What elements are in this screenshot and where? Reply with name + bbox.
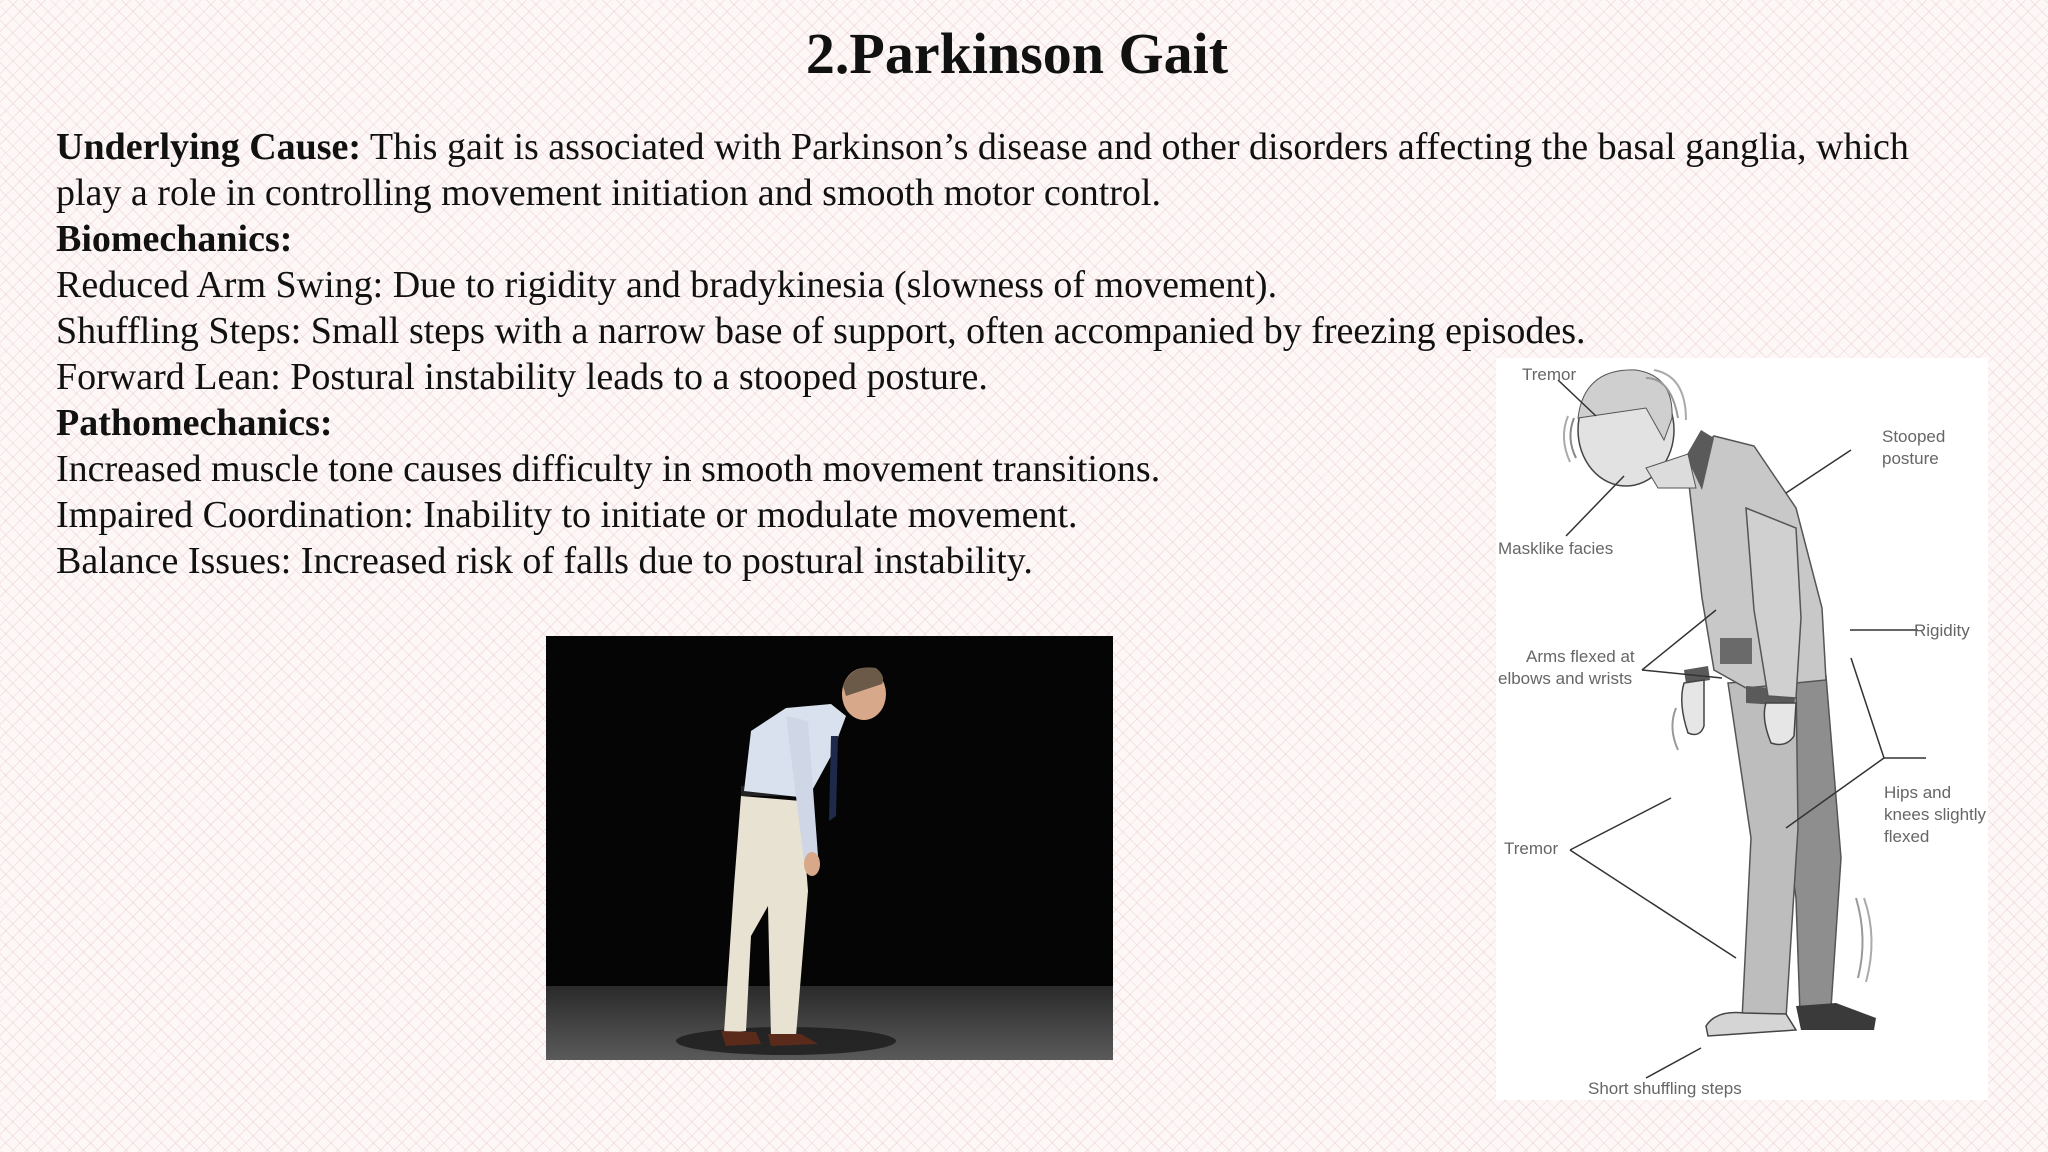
label-arms-1: Arms flexed at: [1526, 647, 1635, 666]
patient-photo-drawing: [546, 636, 1113, 1060]
label-masklike: Masklike facies: [1498, 539, 1614, 558]
label-hips-3: flexed: [1884, 827, 1930, 846]
slide-title: 2.Parkinson Gait: [805, 21, 1229, 86]
biomechanics-heading: Biomechanics:: [56, 218, 293, 260]
label-hips-2: knees slightly: [1884, 805, 1987, 824]
patient-photo: [546, 636, 1113, 1060]
pathomechanics-item: Increased muscle tone causes difficulty in smooth movement transitions.: [56, 448, 1161, 490]
parkinson-illustration: [1496, 358, 1988, 1100]
label-rigidity: Rigidity: [1914, 621, 1970, 640]
biomechanics-item: Shuffling Steps: Small steps with a narrow base of support, often accompanied by freezing episodes.: [56, 310, 1586, 352]
illustration-drawing: [1496, 358, 1988, 1100]
cause-heading: Underlying Cause:: [56, 126, 362, 168]
pathomechanics-heading: Pathomechanics:: [56, 402, 333, 444]
label-stooped-2: posture: [1882, 449, 1939, 468]
label-shuffling: Short shuffling steps: [1588, 1079, 1742, 1098]
biomechanics-item: Reduced Arm Swing: Due to rigidity and bradykinesia (slowness of movement).: [56, 264, 1278, 306]
cause-text: This gait is associated with Parkinson’s disease and other disorders affecting the basal ganglia, which play a role in controlling movement initiation and smooth motor control.: [56, 126, 1909, 214]
label-arms-2: elbows and wrists: [1498, 669, 1633, 688]
label-tremor-hands: Tremor: [1504, 839, 1559, 858]
cause-paragraph: [56, 124, 1956, 216]
pathomechanics-item: Balance Issues: Increased risk of falls due to postural instability.: [56, 540, 1033, 582]
label-tremor-head: Tremor: [1522, 365, 1577, 384]
label-stooped-1: Stooped: [1882, 427, 1946, 446]
stooped-figure: [1564, 370, 1876, 1036]
biomechanics-item: Forward Lean: Postural instability leads to a stooped posture.: [56, 356, 988, 398]
pathomechanics-item: Impaired Coordination: Inability to initiate or modulate movement.: [56, 494, 1078, 536]
label-hips-1: Hips and: [1884, 783, 1952, 802]
